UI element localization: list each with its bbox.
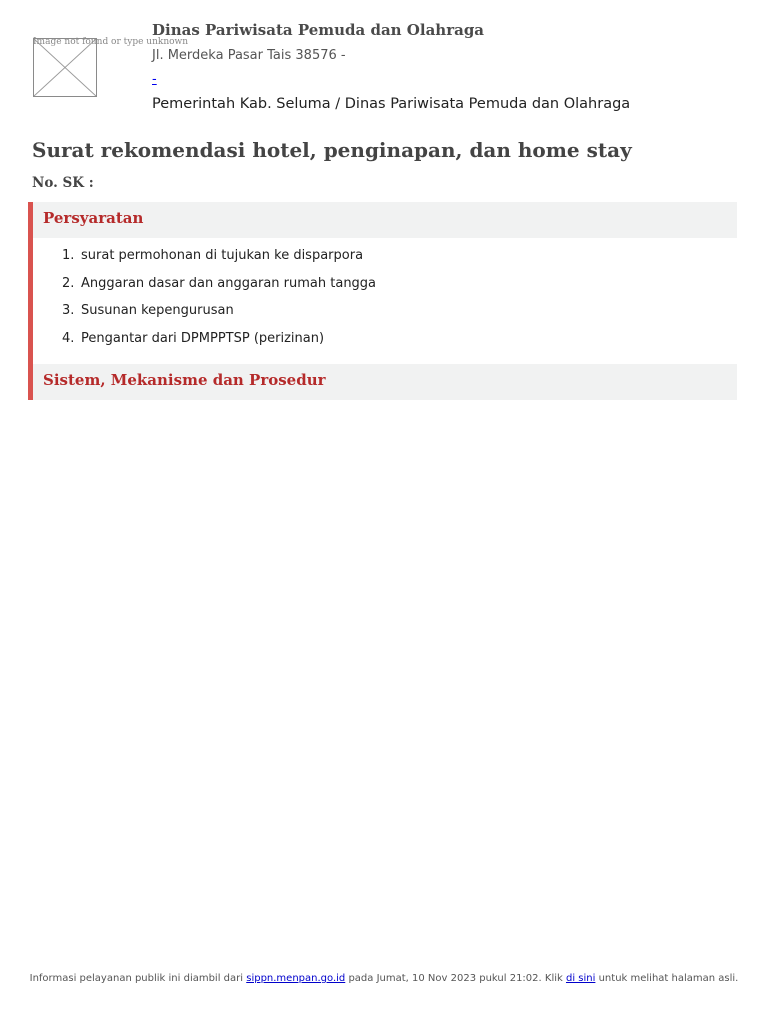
footer-prefix: Informasi pelayanan publik ini diambil dari [29, 973, 244, 984]
requirement-item [62, 301, 737, 329]
requirement-text: Pengantar dari DPMPPTSP (perizinan) [81, 330, 325, 346]
requirement-text: surat permohonan di tujukan ke disparpora [81, 248, 364, 263]
source-footer [0, 973, 768, 984]
requirement-number: 3. [62, 303, 75, 318]
sk-number-label: No. SK : [32, 175, 94, 191]
requirement-item [62, 246, 737, 274]
requirement-item [62, 329, 737, 357]
requirement-text: Susunan kepengurusan [81, 303, 234, 318]
requirement-item [62, 274, 737, 302]
footer-middle: pada Jumat, 10 Nov 2023 pukul 21:02. Klik [348, 973, 563, 984]
requirements-list [33, 238, 737, 364]
org-parent-breadcrumb: Pemerintah Kab. Seluma / Dinas Pariwisata Pemuda dan Olahraga [152, 96, 631, 112]
requirement-number: 1. [62, 248, 75, 263]
logo-alt-text: Image not found or type unknown [33, 37, 189, 47]
requirement-number: 4. [62, 330, 75, 346]
page-title: Surat rekomendasi hotel, penginapan, dan home stay [32, 138, 632, 162]
footer-suffix: untuk melihat halaman asli. [598, 973, 739, 984]
source-link[interactable]: sippn.menpan.go.id [246, 973, 346, 984]
service-details-panel [28, 202, 737, 400]
original-page-link[interactable]: di sini [565, 973, 596, 984]
requirement-text: Anggaran dasar dan anggaran rumah tangga [81, 275, 377, 291]
org-website-link[interactable]: - [152, 72, 157, 87]
requirements-heading: Persyaratan [33, 202, 737, 238]
procedure-heading: Sistem, Mekanisme dan Prosedur [33, 364, 737, 400]
requirement-number: 2. [62, 275, 75, 291]
org-name: Dinas Pariwisata Pemuda dan Olahraga [152, 21, 485, 39]
broken-image-icon [34, 39, 96, 96]
org-address: Jl. Merdeka Pasar Tais 38576 - [152, 48, 346, 63]
